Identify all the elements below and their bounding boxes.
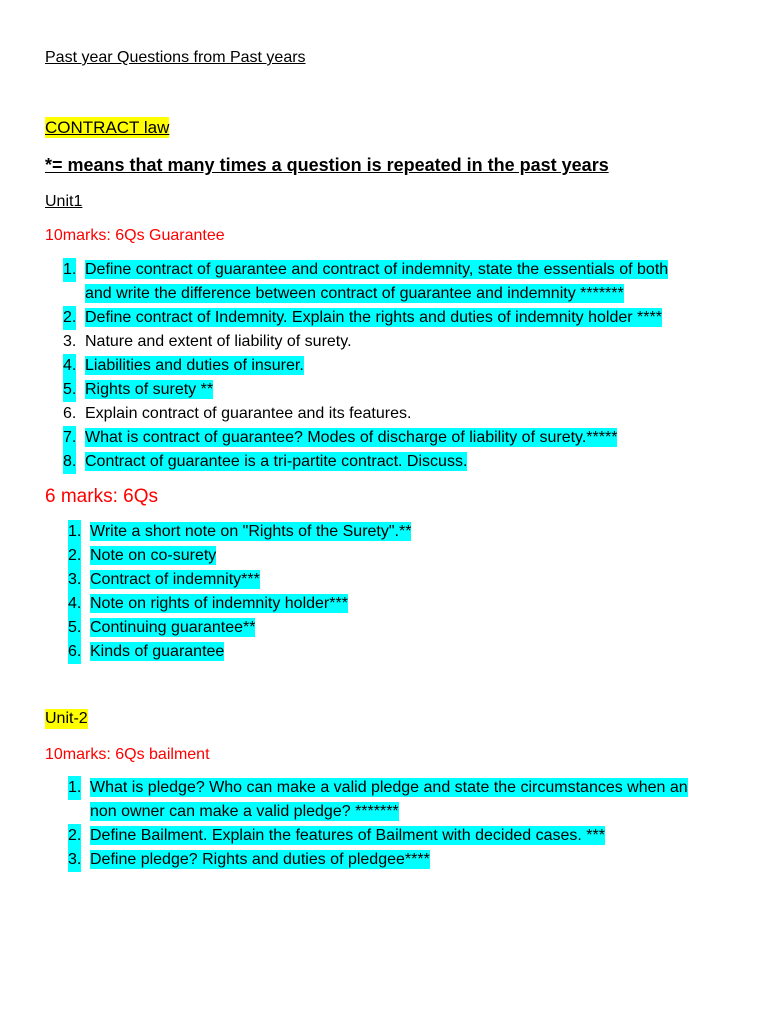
unit1-6marks-question-list xyxy=(50,520,411,664)
list-item-number: 6. xyxy=(63,405,77,422)
list-item-text: Contract of indemnity*** xyxy=(90,571,260,588)
list-item xyxy=(45,378,668,402)
list-item-text: Rights of surety ** xyxy=(85,381,214,398)
list-item-number: 3. xyxy=(68,568,81,592)
list-item-number: 4. xyxy=(63,354,76,378)
list-item-number: 5. xyxy=(68,616,81,640)
list-item xyxy=(45,354,668,378)
list-item-text: non owner can make a valid pledge? ******* xyxy=(90,803,399,820)
list-item-text: Define contract of Indemnity. Explain the rights and duties of indemnity holder **** xyxy=(85,309,662,326)
unit2-10marks-heading: 10marks: 6Qs bailment xyxy=(45,746,210,763)
repeat-note: *= means that many times a question is repeated in the past years xyxy=(45,155,609,175)
list-item-text: Liabilities and duties of insurer. xyxy=(85,357,304,374)
list-item-text: Define Bailment. Explain the features of Bailment with decided cases. *** xyxy=(90,827,605,844)
list-item-number: 3. xyxy=(68,848,81,872)
document-title: Past year Questions from Past years xyxy=(45,49,306,66)
list-item xyxy=(50,568,411,592)
list-item xyxy=(45,258,668,306)
list-item-number: 6. xyxy=(68,640,81,664)
list-item-text: Note on rights of indemnity holder*** xyxy=(90,595,348,612)
list-item xyxy=(45,306,668,330)
list-item-text: and write the difference between contract of guarantee and indemnity ******* xyxy=(85,285,624,302)
list-item xyxy=(50,824,688,848)
list-item-text: Kinds of guarantee xyxy=(90,643,225,660)
list-item xyxy=(50,616,411,640)
unit1-10marks-question-list xyxy=(45,258,668,474)
list-item-text: Define pledge? Rights and duties of pledgee**** xyxy=(90,851,430,868)
list-item xyxy=(45,330,668,354)
list-item-number: 3. xyxy=(63,333,77,350)
unit1-heading: Unit1 xyxy=(45,193,83,210)
unit2-heading: Unit-2 xyxy=(45,710,88,727)
list-item-text: Continuing guarantee** xyxy=(90,619,256,636)
list-item xyxy=(50,544,411,568)
unit1-6marks-heading: 6 marks: 6Qs xyxy=(45,486,158,507)
list-item xyxy=(50,640,411,664)
subject-heading: CONTRACT law xyxy=(45,118,170,137)
unit2-10marks-question-list xyxy=(50,776,688,872)
list-item-text: What is pledge? Who can make a valid pledge and state the circumstances when an xyxy=(90,779,688,796)
list-item-number: 1. xyxy=(63,258,76,282)
list-item-text: Write a short note on "Rights of the Surety".** xyxy=(90,523,412,540)
list-item-text: Explain contract of guarantee and its features. xyxy=(85,405,412,422)
list-item-number: 1. xyxy=(68,520,81,544)
list-item xyxy=(45,402,668,426)
list-item-number: 2. xyxy=(68,824,81,848)
list-item xyxy=(45,426,668,450)
list-item-text: Contract of guarantee is a tri-partite contract. Discuss. xyxy=(85,453,468,470)
list-item xyxy=(50,520,411,544)
list-item-text: Nature and extent of liability of surety. xyxy=(85,333,352,350)
list-item-number: 4. xyxy=(68,592,81,616)
list-item-number: 5. xyxy=(63,378,76,402)
unit1-10marks-heading: 10marks: 6Qs Guarantee xyxy=(45,227,225,244)
list-item-text: What is contract of guarantee? Modes of discharge of liability of surety.***** xyxy=(85,429,618,446)
list-item-text: Define contract of guarantee and contract of indemnity, state the essentials of both xyxy=(85,261,669,278)
list-item xyxy=(50,592,411,616)
list-item-text: Note on co-surety xyxy=(90,547,217,564)
list-item-number: 2. xyxy=(68,544,81,568)
list-item-number: 8. xyxy=(63,450,76,474)
list-item-number: 1. xyxy=(68,776,81,800)
list-item xyxy=(50,776,688,824)
list-item xyxy=(50,848,688,872)
list-item xyxy=(45,450,668,474)
list-item-number: 7. xyxy=(63,426,76,450)
list-item-number: 2. xyxy=(63,306,76,330)
